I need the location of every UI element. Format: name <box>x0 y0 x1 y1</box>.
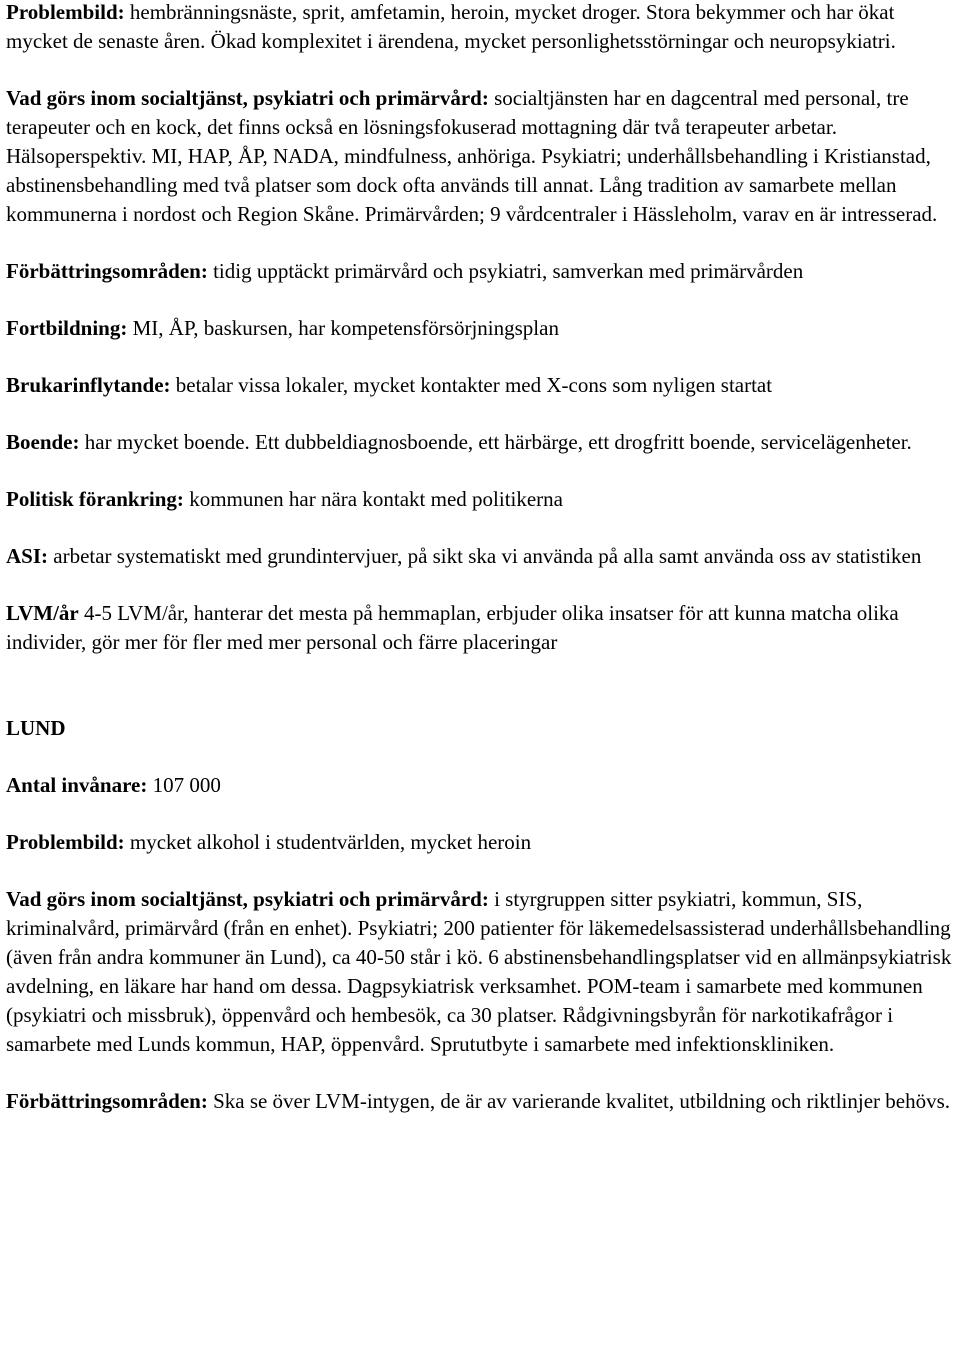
training-text: MI, ÅP, baskursen, har kompetensförsörjningsplan <box>127 316 559 340</box>
training-label: Fortbildning: <box>6 316 128 340</box>
lund-problem-label: Problembild: <box>6 830 125 854</box>
actions-text: socialtjänsten har en dagcentral med personal, tre terapeuter och en kock, det finns också en lösningsfokuserad mottagning där två terapeuter arbetar. Hälsoperspektiv. MI, HAP, ÅP, NADA, mindfulness, anhöriga. Psykiatri; underhållsbehandling i Kristianstad, abstinensbehandling med två platser som dock ofta används till annat. Lång tradition av samarbete mellan kommunerna i nordost och Region Skåne. Primärvården; 9 vårdcentraler i Hässleholm, varav en är intresserad. <box>6 86 938 226</box>
improvements-text: tidig upptäckt primärvård och psykiatri, samverkan med primärvården <box>207 259 804 283</box>
actions-label: Vad görs inom socialtjänst, psykiatri och primärvård: <box>6 86 489 110</box>
problem-paragraph <box>6 0 956 56</box>
lund-problem-text: mycket alkohol i studentvärlden, mycket heroin <box>124 830 532 854</box>
lund-actions-paragraph <box>6 885 956 1059</box>
actions-paragraph <box>6 84 956 229</box>
lund-population-text: 107 000 <box>147 773 221 797</box>
lund-heading <box>6 714 956 743</box>
housing-text: har mycket boende. Ett dubbeldiagnosboende, ett härbärge, ett drogfritt boende, servicelägenheter. <box>79 430 912 454</box>
training-paragraph <box>6 314 956 343</box>
document-page <box>6 0 956 1116</box>
asi-label: ASI: <box>6 544 49 568</box>
user-influence-text: betalar vissa lokaler, mycket kontakter med X-cons som nyligen startat <box>170 373 773 397</box>
user-influence-paragraph <box>6 371 956 400</box>
improvements-paragraph <box>6 257 956 286</box>
political-label: Politisk förankring: <box>6 487 184 511</box>
lund-population-paragraph <box>6 771 956 800</box>
asi-paragraph <box>6 542 956 571</box>
user-influence-label: Brukarinflytande: <box>6 373 171 397</box>
lund-heading-text: LUND <box>6 716 66 740</box>
political-text: kommunen har nära kontakt med politikerna <box>183 487 563 511</box>
housing-paragraph <box>6 428 956 457</box>
improvements-label: Förbättringsområden: <box>6 259 208 283</box>
housing-label: Boende: <box>6 430 80 454</box>
lvm-label: LVM/år <box>6 601 79 625</box>
lvm-text: 4-5 LVM/år, hanterar det mesta på hemmaplan, erbjuder olika insatser för att kunna matcha olika individer, gör mer för fler med mer personal och färre placeringar <box>6 601 899 654</box>
lund-problem-paragraph <box>6 828 956 857</box>
lund-improvements-text: Ska se över LVM-intygen, de är av varierande kvalitet, utbildning och riktlinjer behövs. <box>207 1089 951 1113</box>
lund-actions-text: i styrgruppen sitter psykiatri, kommun, SIS, kriminalvård, primärvård (från en enhet). Psykiatri; 200 patienter för läkemedelsassisterad underhållsbehandling (även från andra kommuner än Lund), ca 40-50 står i kö. 6 abstinensbehandlingsplatser vid en allmänpsykiatrisk avdelning, en läkare har hand om dessa. Dagpsykiatrisk verksamhet. POM-team i samarbete med kommunen (psykiatri och missbruk), öppenvård och hembesök, ca 30 platser. Rådgivningsbyrån för narkotikafrågor i samarbete med Lunds kommun, HAP, öppenvård. Sprututbyte i samarbete med infektionskliniken. <box>6 887 952 1056</box>
political-paragraph <box>6 485 956 514</box>
lund-actions-label: Vad görs inom socialtjänst, psykiatri och primärvård: <box>6 887 489 911</box>
lund-improvements-paragraph <box>6 1087 956 1116</box>
lund-improvements-label: Förbättringsområden: <box>6 1089 208 1113</box>
problem-text: hembränningsnäste, sprit, amfetamin, heroin, mycket droger. Stora bekymmer och har ökat mycket de senaste åren. Ökad komplexitet i ärendena, mycket personlighetsstörningar och neuropsykiatri. <box>6 0 896 53</box>
lvm-paragraph <box>6 599 956 657</box>
problem-label: Problembild: <box>6 0 125 24</box>
lund-population-label: Antal invånare: <box>6 773 148 797</box>
asi-text: arbetar systematiskt med grundintervjuer, på sikt ska vi använda på alla samt använda oss av statistiken <box>48 544 922 568</box>
